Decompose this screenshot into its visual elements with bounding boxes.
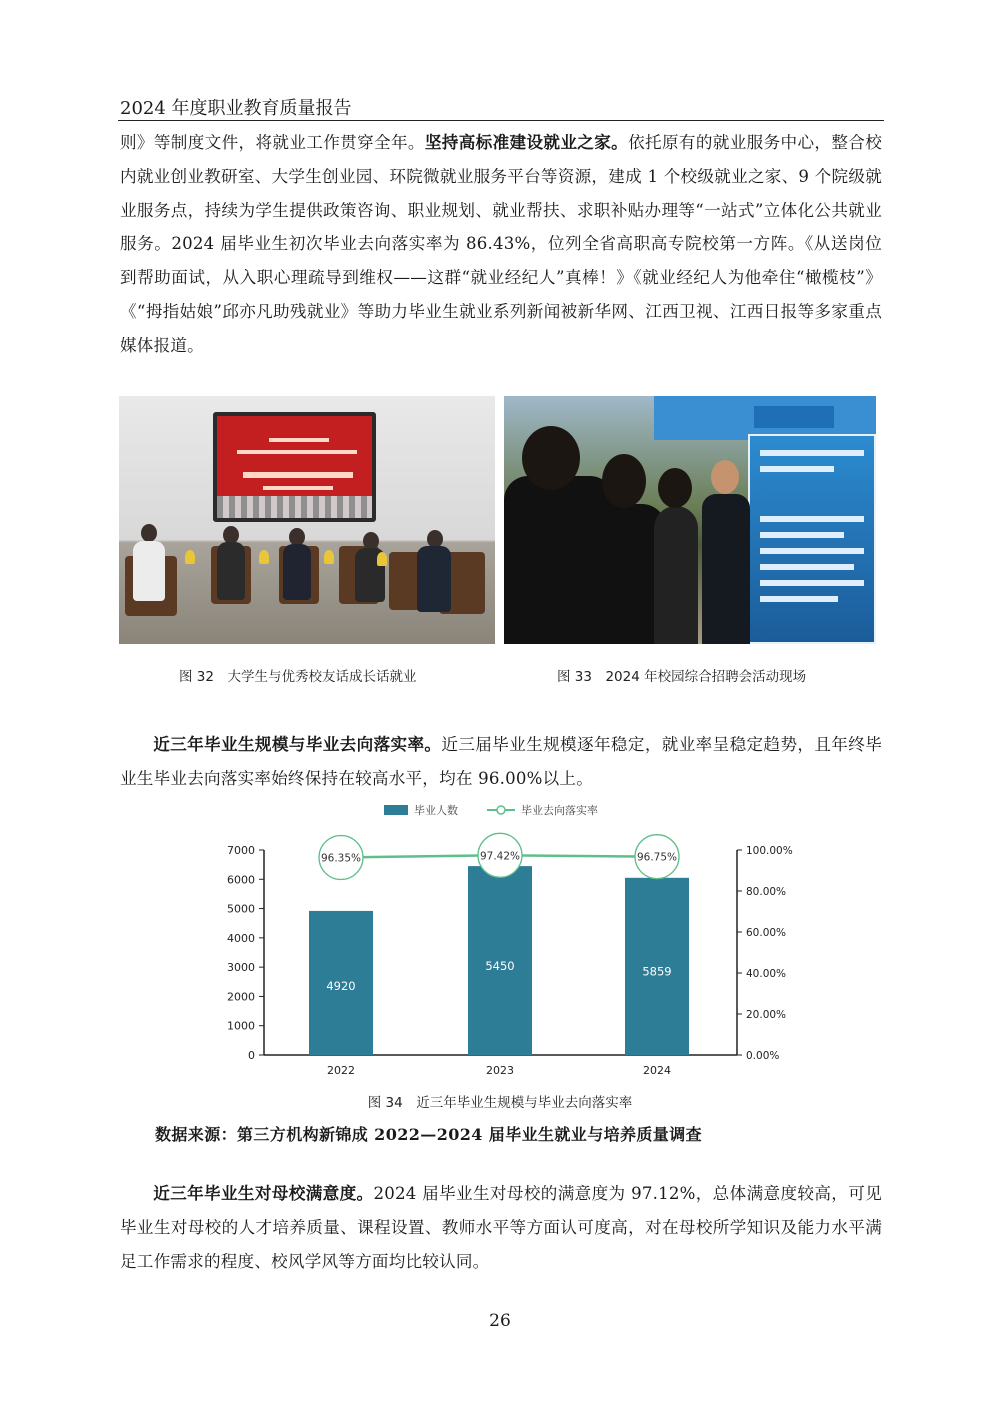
y-left-tick-label: 0 (248, 1049, 255, 1062)
report-header-title: 2024 年度职业教育质量报告 (120, 98, 352, 119)
paragraph-graduate-scale (120, 728, 882, 796)
legend-swatch-bars (384, 805, 408, 815)
legend-label-line: 毕业去向落实率 (521, 804, 598, 817)
rate-point-label: 96.35% (320, 852, 362, 865)
y-left-tick-label: 6000 (227, 873, 255, 887)
y-right-tick-label: 60.00% (746, 927, 787, 939)
y-left-tick-label: 5000 (227, 902, 255, 916)
paragraph3-bold: 近三年毕业生对母校满意度。 (153, 1183, 374, 1203)
paragraph1-text-a: 则》等制度文件，将就业工作贯穿全年。 (120, 133, 425, 152)
figure33-caption: 图 33 2024 年校园综合招聘会活动现场 (557, 669, 807, 685)
y-left-tick-label: 2000 (227, 990, 255, 1004)
paragraph1-text-b: 依托原有的就业服务中心，整合校内就业创业教研室、大学生创业园、环院微就业服务平台等资源，建成 1 个校级就业之家、9 个院级就业服务点，持续为学生提供政策咨询、职业规划、就业帮扶、求职补贴办理等“一站式”立体化公共就业服务。2024 届毕业生初次毕业去向落实率为 86.43%，位列全省高职高专院校第一方阵。《从送岗位到帮助面试，从入职心理疏导到维权——这群“就业经纪人”真棒！》《就业经纪人为他牵住“橄榄枝”》《“拇指姑娘”邱亦凡助残就业》等助力毕业生就业系列新闻被新华网、江西卫视、江西日报等多家重点媒体报道。 (120, 133, 882, 355)
legend-marker-line (497, 806, 505, 814)
y-left-tick-label: 3000 (227, 961, 255, 975)
presentation-screen (213, 412, 376, 522)
y-right-tick-label: 0.00% (746, 1050, 780, 1062)
x-tick-label: 2023 (486, 1064, 514, 1077)
x-tick-label: 2024 (643, 1064, 671, 1077)
y-left-tick-label: 4000 (227, 931, 255, 945)
y-right-tick-label: 80.00% (746, 886, 787, 898)
header-divider (118, 120, 884, 121)
bar-value-label: 5450 (485, 958, 515, 973)
paragraph-satisfaction (120, 1177, 882, 1278)
recruitment-poster (748, 434, 876, 644)
y-left-tick-label: 7000 (227, 844, 255, 857)
y-right-tick-label: 40.00% (746, 968, 787, 980)
rate-point-label: 97.42% (479, 850, 521, 863)
bar-value-label: 4920 (326, 979, 356, 994)
paragraph2-text: 近三届毕业生规模逐年稳定，就业率呈稳定趋势，且年终毕业生毕业去向落实率始终保持在较高水平，均在 96.00%以上。 (120, 735, 882, 788)
bar-value-label: 5859 (642, 964, 672, 979)
page-number: 26 (489, 1311, 511, 1331)
data-source: 数据来源：第三方机构新锦成 2022—2024 届毕业生就业与培养质量调查 (155, 1125, 703, 1144)
x-tick-label: 2022 (327, 1064, 355, 1077)
photo-job-fair (504, 396, 876, 644)
paragraph-employment-service (120, 126, 882, 363)
photo-alumni-talk (119, 396, 495, 644)
graduate-combo-chart (200, 796, 820, 1086)
paragraph2-bold: 近三年毕业生规模与毕业去向落实率。 (153, 734, 442, 754)
rate-point-label: 96.75% (636, 851, 678, 864)
y-left-tick-label: 1000 (227, 1019, 255, 1033)
legend-label-bars: 毕业人数 (414, 804, 458, 817)
y-right-tick-label: 20.00% (746, 1009, 787, 1021)
paragraph3-text: 2024 届毕业生对母校的满意度为 97.12%，总体满意度较高，可见毕业生对母校的人才培养质量、课程设置、教师水平等方面认可度高，对在母校所学知识及能力水平满足工作需求的程度、校风学风等方面均比较认同。 (120, 1184, 882, 1271)
y-right-tick-label: 100.00% (746, 845, 793, 857)
figure34-caption: 图 34 近三年毕业生规模与毕业去向落实率 (367, 1095, 633, 1111)
paragraph1-bold: 坚持高标准建设就业之家。 (424, 132, 629, 152)
figure32-caption: 图 32 大学生与优秀校友话成长话就业 (179, 669, 417, 685)
